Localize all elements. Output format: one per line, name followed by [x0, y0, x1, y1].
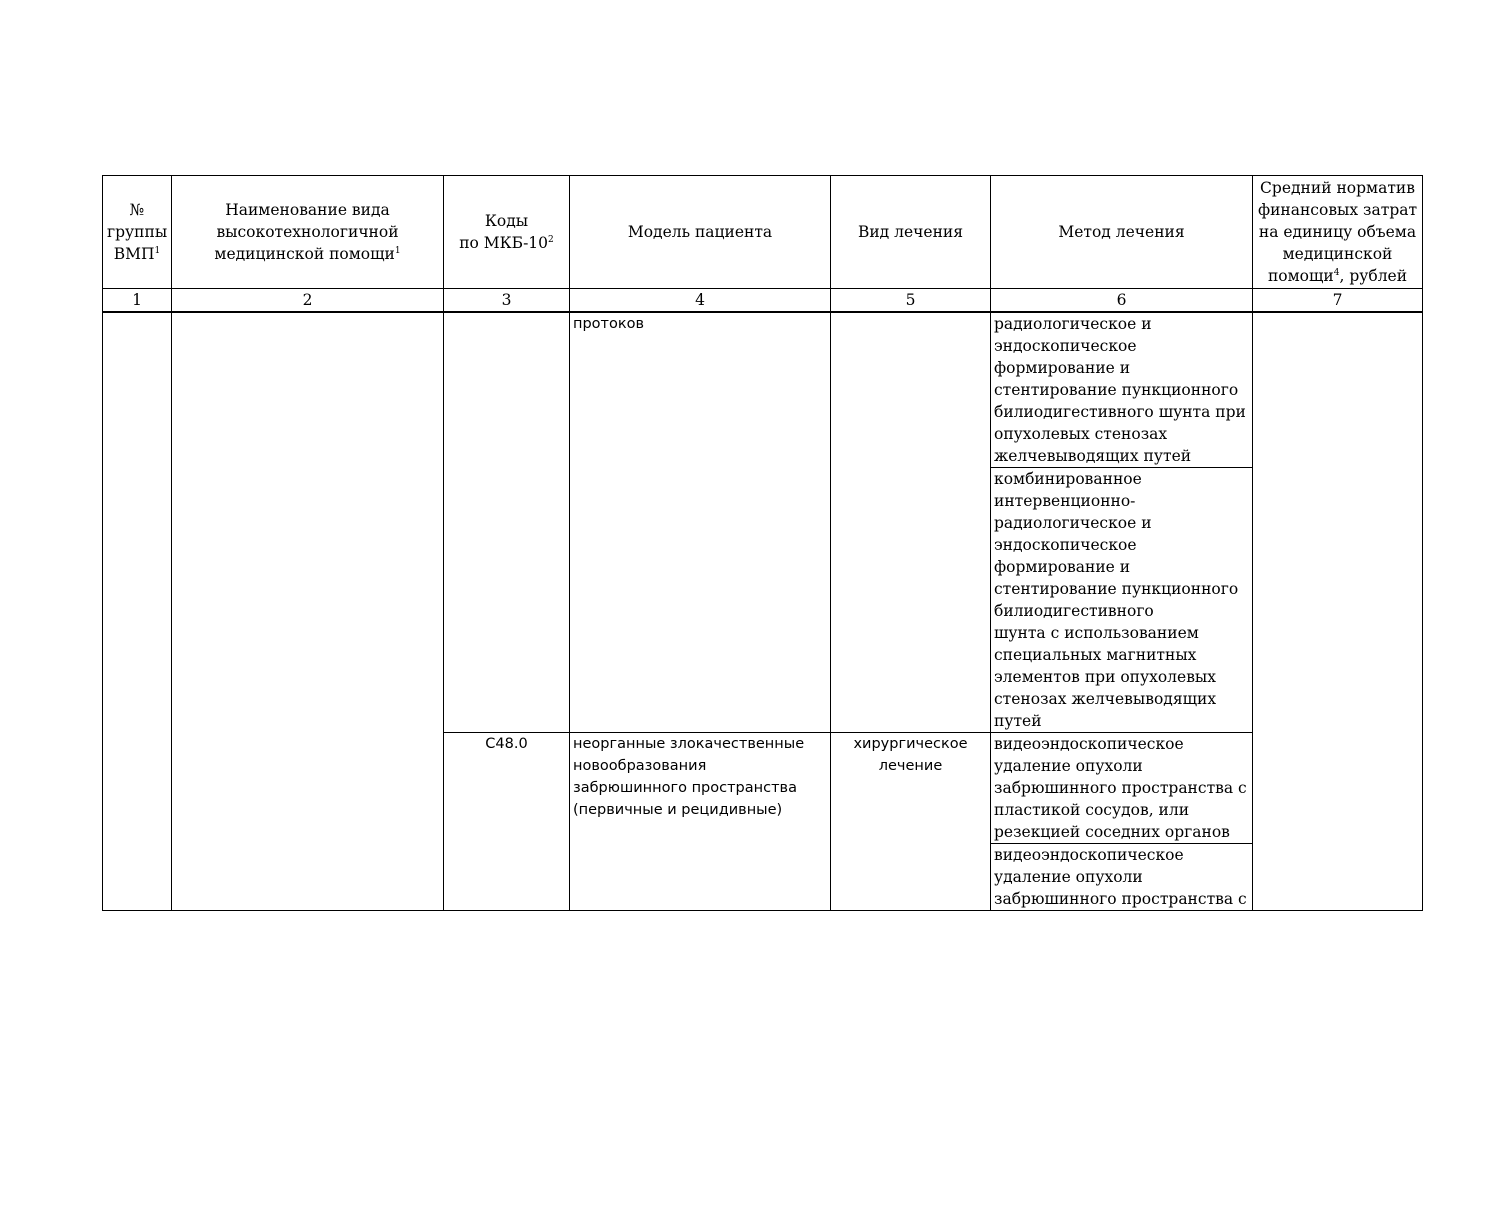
table-row	[103, 312, 1423, 468]
patient-model-cell: неорганные злокачественные новообразования забрюшинного пространства (первичные и рецидивные)	[570, 733, 831, 911]
header-treatment-type: Вид лечения	[831, 176, 991, 289]
patient-model-cell: протоков	[570, 312, 831, 733]
treatment-type-cell	[831, 312, 991, 733]
header-care-type-name: Наименование вида высокотехнологичной медицинской помощи$^1$	[172, 176, 444, 289]
column-number: 2	[172, 289, 444, 313]
column-number: 4	[570, 289, 831, 313]
average-cost-cell	[1253, 312, 1423, 911]
header-patient-model: Модель пациента	[570, 176, 831, 289]
column-number: 5	[831, 289, 991, 313]
column-number: 1	[103, 289, 172, 313]
treatment-method-cell: видеоэндоскопическое удаление опухоли забрюшинного пространства с пластикой сосудов, или резекцией соседних органов	[991, 733, 1253, 844]
column-number: 7	[1253, 289, 1423, 313]
column-number-row	[103, 289, 1423, 313]
column-number: 3	[444, 289, 570, 313]
treatment-type-cell: хирургическое лечение	[831, 733, 991, 911]
treatment-method-cell: видеоэндоскопическое удаление опухоли забрюшинного пространства с	[991, 844, 1253, 911]
header-group-number: № группы ВМП$^1$	[103, 176, 172, 289]
header-icd-codes: Коды по МКБ-$10^2$	[444, 176, 570, 289]
header-treatment-method: Метод лечения	[991, 176, 1253, 289]
icd-code-cell: C48.0	[444, 733, 570, 911]
treatment-method-cell: комбинированное интервенционно- радиологическое и эндоскопическое формирование и стентирование пункционного билиодигестивного шунта с использованием специальных магнитных элементов при опухолевых стенозах желчевыводящих путей	[991, 468, 1253, 733]
vmp-table	[102, 175, 1423, 911]
treatment-method-cell: радиологическое и эндоскопическое формирование и стентирование пункционного билиодигестивного шунта при опухолевых стенозах желчевыводящих путей	[991, 312, 1253, 468]
care-type-cell	[172, 312, 444, 911]
group-number-cell	[103, 312, 172, 911]
header-row	[103, 176, 1423, 289]
column-number: 6	[991, 289, 1253, 313]
header-average-cost: Средний норматив финансовых затрат на единицу объема медицинской помощи$^4$, рублей	[1253, 176, 1423, 289]
icd-code-cell	[444, 312, 570, 733]
